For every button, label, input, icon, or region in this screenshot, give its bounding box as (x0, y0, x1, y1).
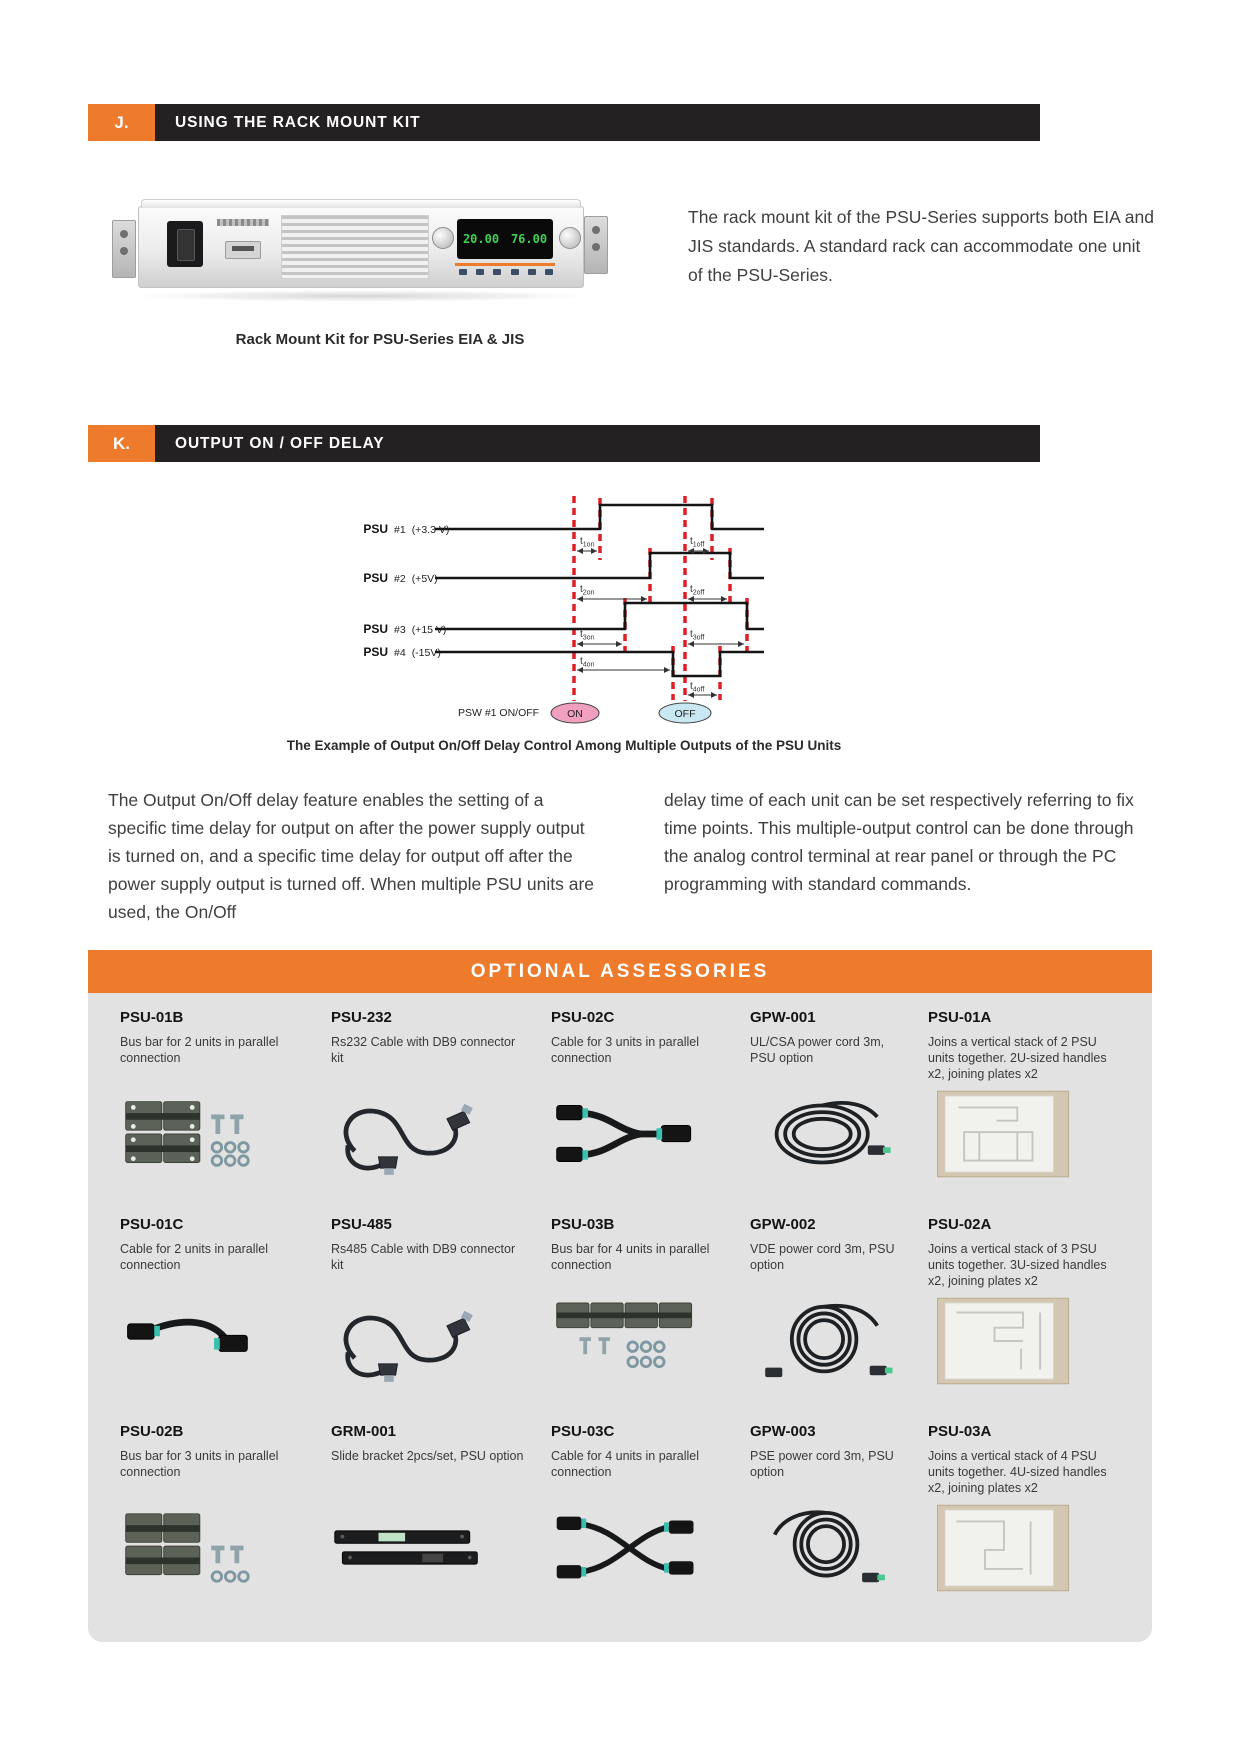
product-card (551, 1009, 750, 1184)
product-name: PSU-02B (120, 1423, 184, 1440)
on-off-delay-diagram (340, 468, 780, 730)
grm-001-photo (331, 1498, 483, 1598)
usb-port-icon (225, 241, 261, 259)
product-description: Rs485 Cable with DB9 connector kit (331, 1242, 516, 1272)
psu1-volt-label: #1 (+3.3 V) (394, 524, 450, 536)
psu2-volt-label: #2 (+5V) (394, 573, 438, 585)
psu-03a-photo (928, 1498, 1080, 1598)
psu-chassis (138, 206, 584, 288)
psu-01b-photo (120, 1084, 272, 1184)
product-card (928, 1423, 1132, 1598)
product-description: Joins a vertical stack of 2 PSU units together. 2U-sized handles x2, joining plates x2 (928, 1035, 1107, 1081)
psu-01c-photo (120, 1291, 272, 1391)
product-card (120, 1216, 331, 1391)
diagram-caption: The Example of Output On/Off Delay Control Among Multiple Outputs of the PSU Units (286, 738, 842, 753)
psu-top-face (141, 199, 581, 208)
on-ellipse-label: ON (567, 708, 583, 720)
product-name: PSU-232 (331, 1009, 392, 1026)
psu4-waveform (435, 652, 764, 676)
psu3-label: PSU (363, 622, 388, 636)
product-description: Bus bar for 2 units in parallel connection (120, 1035, 279, 1065)
section-k-title: OUTPUT ON / OFF DELAY (175, 435, 385, 452)
product-card (551, 1423, 750, 1598)
ventilation-grille (281, 215, 429, 279)
product-card (331, 1009, 551, 1184)
rack-mount-caption: Rack Mount Kit for PSU-Series EIA & JIS (235, 331, 525, 348)
section-k-index: K. (88, 425, 155, 462)
psu-01a-photo (928, 1084, 1080, 1184)
product-description: Rs232 Cable with DB9 connector kit (331, 1035, 516, 1065)
front-display (457, 219, 553, 259)
front-panel-buttons (459, 269, 553, 275)
psu3-volt-label: #3 (+15 V) (394, 624, 447, 636)
psu1-waveform (435, 505, 764, 529)
psu-232-photo (331, 1084, 483, 1184)
section-j-header (88, 104, 1040, 141)
psu2-waveform (435, 553, 764, 578)
ear-hole (592, 226, 600, 234)
t3on-label: $t_{3on}$ (580, 629, 595, 642)
psu4-label: PSU (363, 645, 388, 659)
accessories-row-1 (120, 1009, 1132, 1184)
delay-description-left: The Output On/Off delay feature enables the setting of a specific time delay for output on after the power supply output is turned on, and a specific time delay for output off after the power supply output is turned off. When multiple PSU units are used, the On/Off (108, 790, 595, 922)
t4on-label: $t_{4on}$ (580, 656, 595, 669)
control-knob-left (432, 227, 454, 249)
product-name: GPW-002 (750, 1216, 816, 1233)
product-name: GPW-001 (750, 1009, 816, 1026)
product-name: PSU-01A (928, 1009, 992, 1026)
product-description: VDE power cord 3m, PSU option (750, 1242, 895, 1272)
product-card (120, 1009, 331, 1184)
product-description: PSE power cord 3m, PSU option (750, 1449, 894, 1479)
product-description: Cable for 3 units in parallel connection (551, 1035, 699, 1065)
product-card (331, 1423, 551, 1598)
off-ellipse-label: OFF (674, 708, 696, 720)
product-card (750, 1423, 928, 1598)
device-shadow (130, 290, 592, 302)
power-switch-icon (167, 221, 203, 267)
psu-03c-photo (551, 1498, 703, 1598)
gpw-002-photo (750, 1291, 902, 1391)
accessories-row-2 (120, 1216, 1132, 1391)
product-name: PSU-03C (551, 1423, 615, 1440)
t2off-label: $t_{2off}$ (690, 584, 705, 597)
product-name: PSU-03B (551, 1216, 615, 1233)
product-card (750, 1009, 928, 1184)
product-description: Slide bracket 2pcs/set, PSU option (331, 1449, 524, 1463)
t4off-label: $t_{4off}$ (690, 681, 705, 694)
rocker-switch (177, 229, 195, 261)
psu3-waveform (435, 603, 764, 629)
optional-accessories-banner: OPTIONAL ASSESSORIES (88, 950, 1152, 993)
product-description: Bus bar for 3 units in parallel connection (120, 1449, 279, 1479)
rack-mount-psu-image (112, 190, 608, 302)
product-description: Joins a vertical stack of 3 PSU units together. 3U-sized handles x2, joining plates x2 (928, 1242, 1107, 1288)
product-name: PSU-03A (928, 1423, 992, 1440)
product-name: GPW-003 (750, 1423, 816, 1440)
product-name: PSU-02A (928, 1216, 992, 1233)
section-j-title: USING THE RACK MOUNT KIT (175, 114, 421, 131)
product-card (928, 1216, 1132, 1391)
psu-485-photo (331, 1291, 483, 1391)
psu-02b-photo (120, 1498, 272, 1598)
display-voltage-value: 20.00 (462, 232, 500, 246)
product-card (750, 1216, 928, 1391)
product-description: Cable for 4 units in parallel connection (551, 1449, 699, 1479)
ear-hole (120, 230, 128, 238)
t1off-label: $t_{1off}$ (690, 536, 705, 549)
gpw-003-photo (750, 1498, 902, 1598)
psu-02c-photo (551, 1084, 703, 1184)
display-current-value: 76.00 (510, 232, 548, 246)
product-card (331, 1216, 551, 1391)
ear-hole (592, 243, 600, 251)
section-j-index: J. (88, 104, 155, 141)
control-knob-right (559, 227, 581, 249)
psu2-label: PSU (363, 571, 388, 585)
product-name: PSU-01C (120, 1216, 184, 1233)
product-description: Cable for 2 units in parallel connection (120, 1242, 268, 1272)
delay-description-right: delay time of each unit can be set respectively referring to fix time points. This multiple-output control can be done through the analog control terminal at rear panel or through the PC programming with standard commands. (664, 790, 1134, 894)
product-card (928, 1009, 1132, 1184)
rack-ear-left (112, 220, 136, 278)
section-k-header (88, 425, 1040, 462)
psw-label: PSW #1 ON/OFF (458, 707, 540, 719)
gpw-001-photo (750, 1084, 902, 1184)
product-name: PSU-02C (551, 1009, 615, 1026)
product-description: Joins a vertical stack of 4 PSU units together. 4U-sized handles x2, joining plates x2 (928, 1449, 1107, 1495)
psu4-volt-label: #4 (-15V) (394, 647, 441, 659)
accessories-row-3 (120, 1423, 1132, 1598)
delay-description (108, 786, 1160, 926)
t3off-label: $t_{3off}$ (690, 629, 705, 642)
product-card (120, 1423, 331, 1598)
rack-mount-paragraph: The rack mount kit of the PSU-Series supports both EIA and JIS standards. A standard rack can accommodate one unit of the PSU-Series. (688, 207, 1154, 285)
product-name: GRM-001 (331, 1423, 397, 1440)
brand-logo (217, 219, 269, 226)
display-accent-strip (455, 263, 555, 266)
rack-ear-right (584, 216, 608, 274)
t1on-label: $t_{1on}$ (580, 536, 595, 549)
optional-accessories-panel (88, 993, 1152, 1642)
product-name: PSU-485 (331, 1216, 392, 1233)
psu1-label: PSU (363, 522, 388, 536)
product-name: PSU-01B (120, 1009, 184, 1026)
product-description: UL/CSA power cord 3m, PSU option (750, 1035, 885, 1065)
product-description: Bus bar for 4 units in parallel connection (551, 1242, 710, 1272)
ear-hole (120, 247, 128, 255)
psu-03b-photo (551, 1291, 703, 1391)
t2on-label: $t_{2on}$ (580, 584, 595, 597)
psu-02a-photo (928, 1291, 1080, 1391)
product-card (551, 1216, 750, 1391)
